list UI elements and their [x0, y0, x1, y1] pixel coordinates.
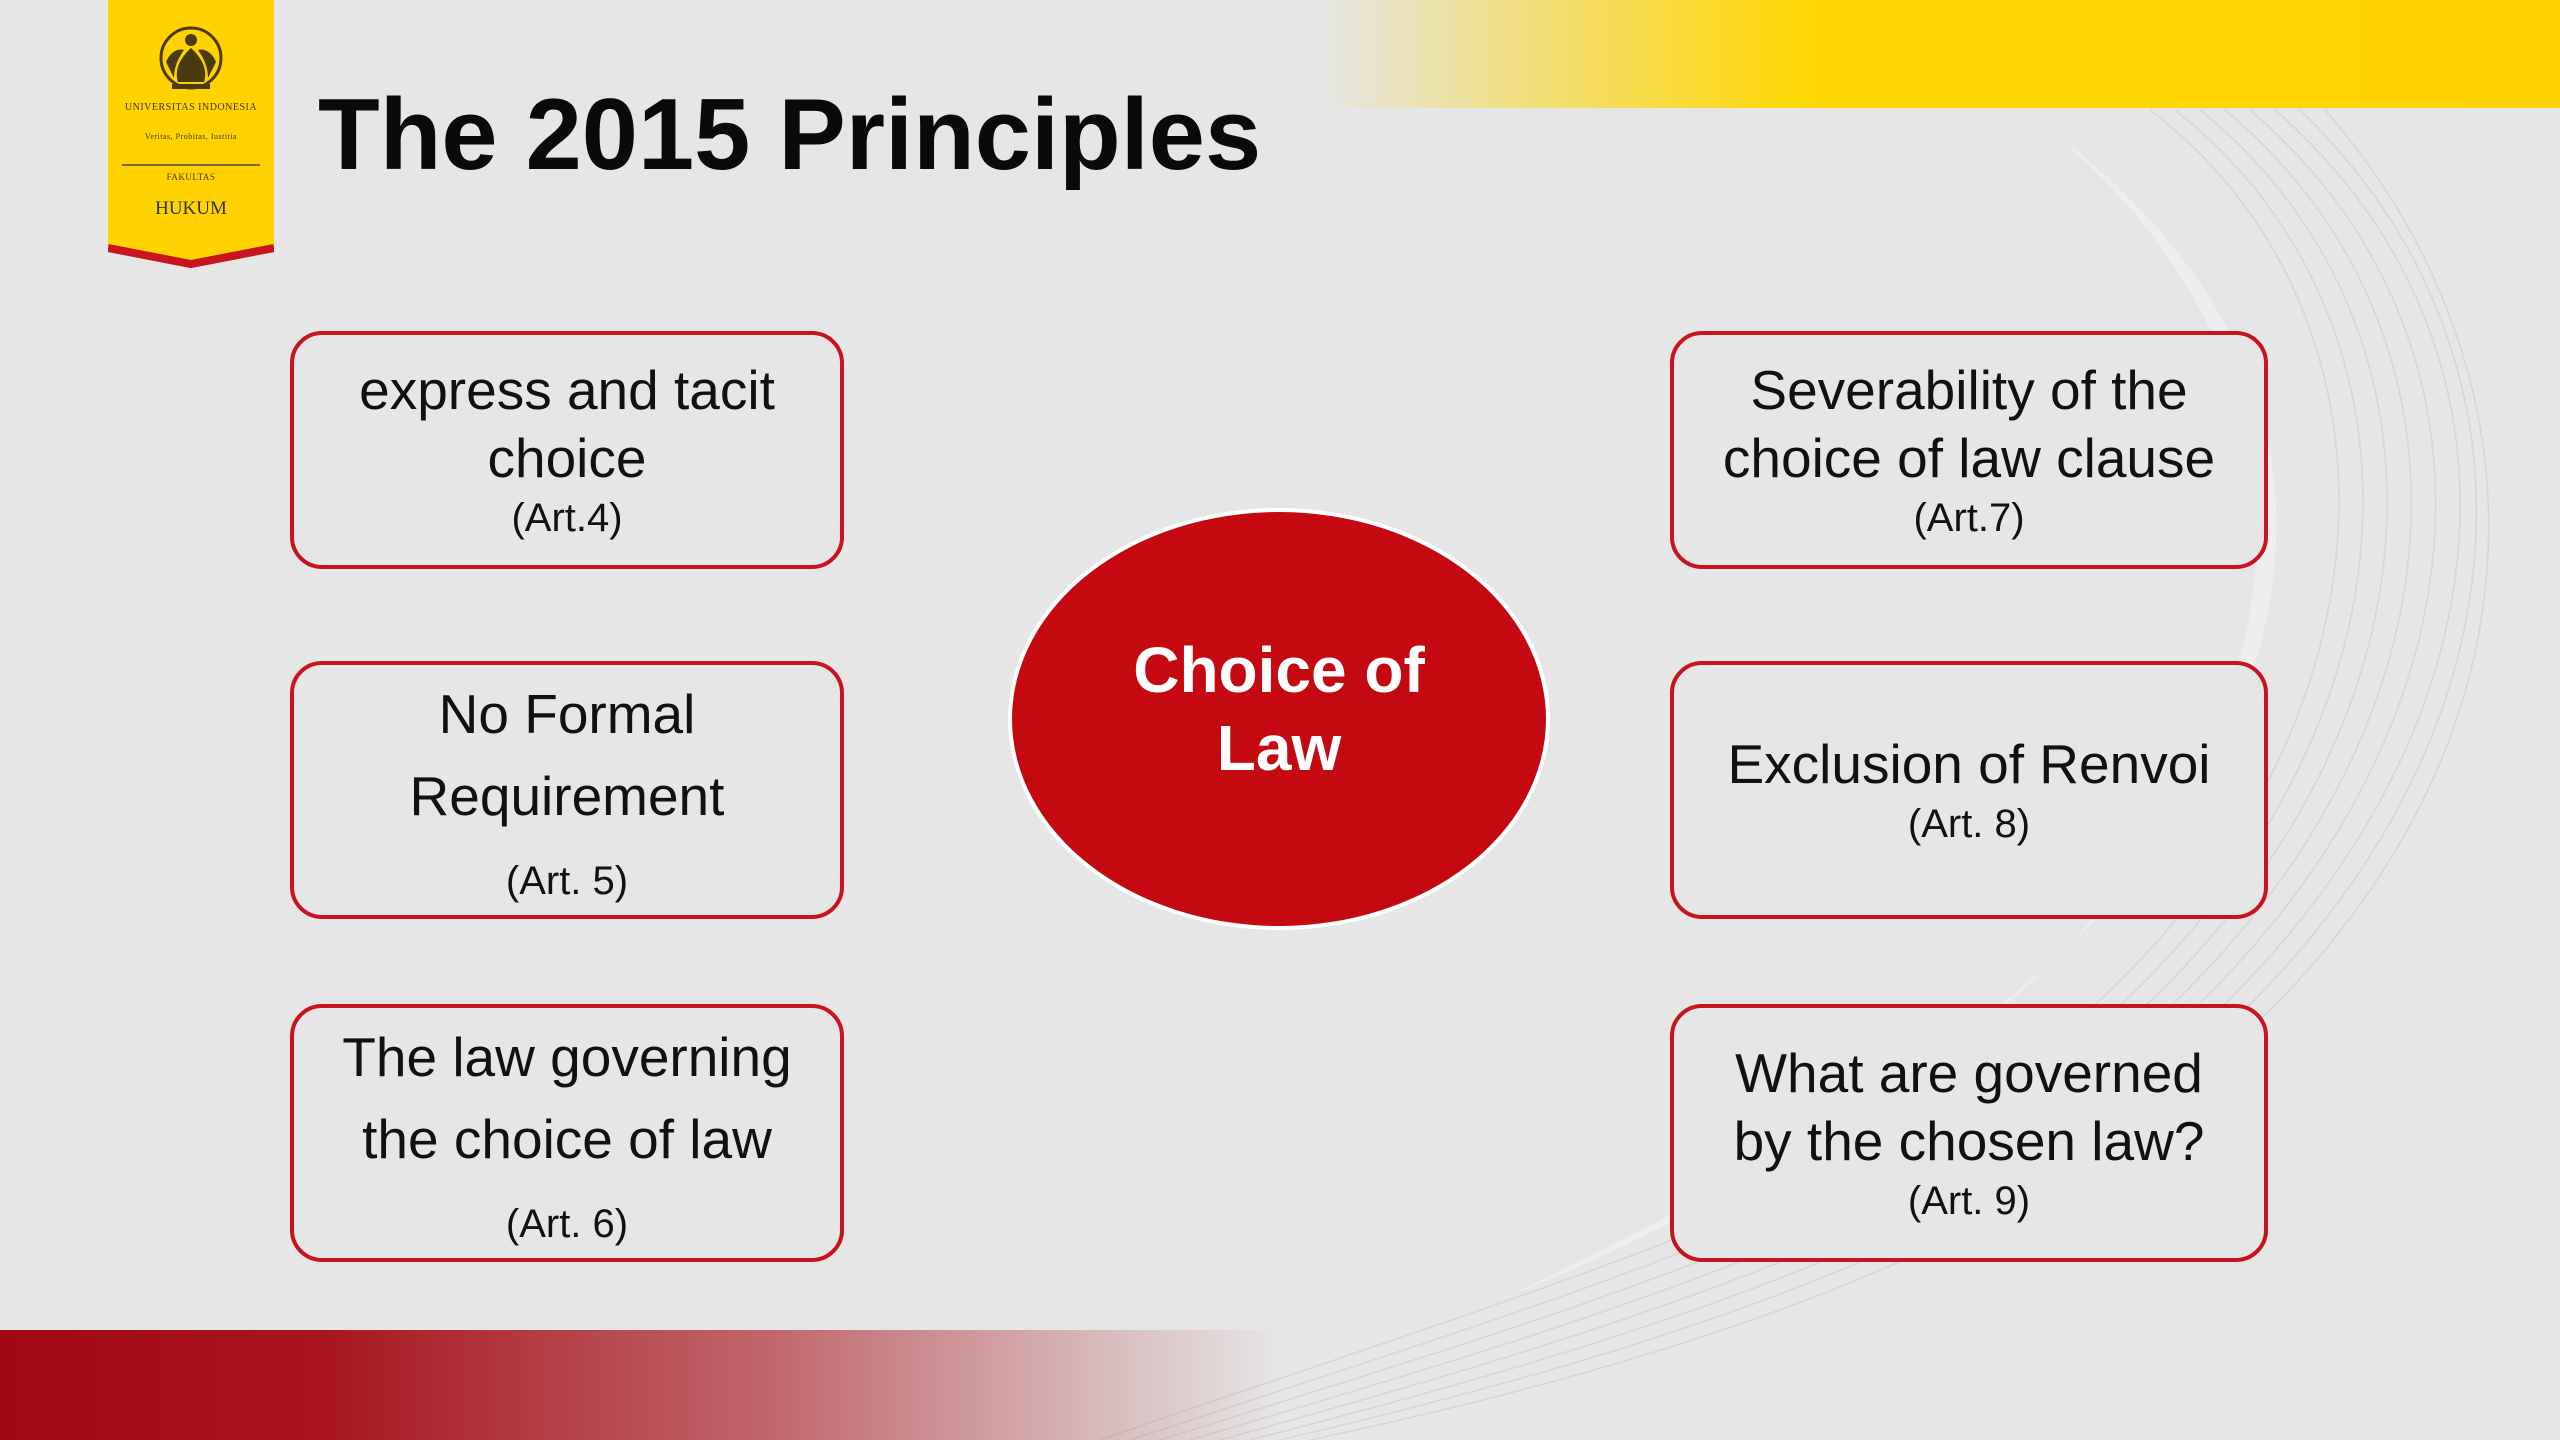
slide-title: The 2015 Principles [318, 79, 1262, 191]
central-concept-ellipse [1008, 508, 1550, 930]
bottom-red-band [0, 1330, 1280, 1440]
principle-text: No Formal Requirement [409, 683, 725, 827]
principle-box-art7 [1670, 331, 2268, 569]
logo-faculty-label: FAKULTAS [166, 172, 216, 182]
principle-box-art5 [290, 661, 844, 919]
principle-box-art9 [1670, 1004, 2268, 1262]
principle-text: What are governed by the chosen law? [1733, 1042, 2205, 1172]
principle-article: (Art. 5) [505, 859, 629, 903]
principle-article: (Art. 9) [1907, 1179, 2031, 1223]
principle-text: Exclusion of Renvoi [1727, 733, 2211, 795]
principle-text: Severability of the choice of law clause [1722, 359, 2216, 489]
makara-emblem-icon [161, 28, 221, 89]
principle-text: The law governing the choice of law [342, 1026, 792, 1170]
logo-faculty-name: HUKUM [155, 198, 227, 219]
principle-article: (Art.7) [1913, 496, 2025, 540]
top-yellow-band [1320, 0, 2560, 108]
logo-motto: Veritas, Probitas, Iustitia [144, 132, 238, 141]
principle-article: (Art.4) [511, 496, 623, 540]
principle-box-art8 [1670, 661, 2268, 919]
principle-article: (Art. 6) [505, 1202, 629, 1246]
principle-box-art6 [290, 1004, 844, 1262]
principle-article: (Art. 8) [1907, 802, 2031, 846]
principle-text: express and tacit choice [359, 359, 775, 489]
logo-university-name: UNIVERSITAS INDONESIA [124, 102, 258, 113]
university-logo [108, 0, 274, 270]
principle-box-art4 [290, 331, 844, 569]
central-concept-label: Choice of Law [1133, 634, 1425, 784]
